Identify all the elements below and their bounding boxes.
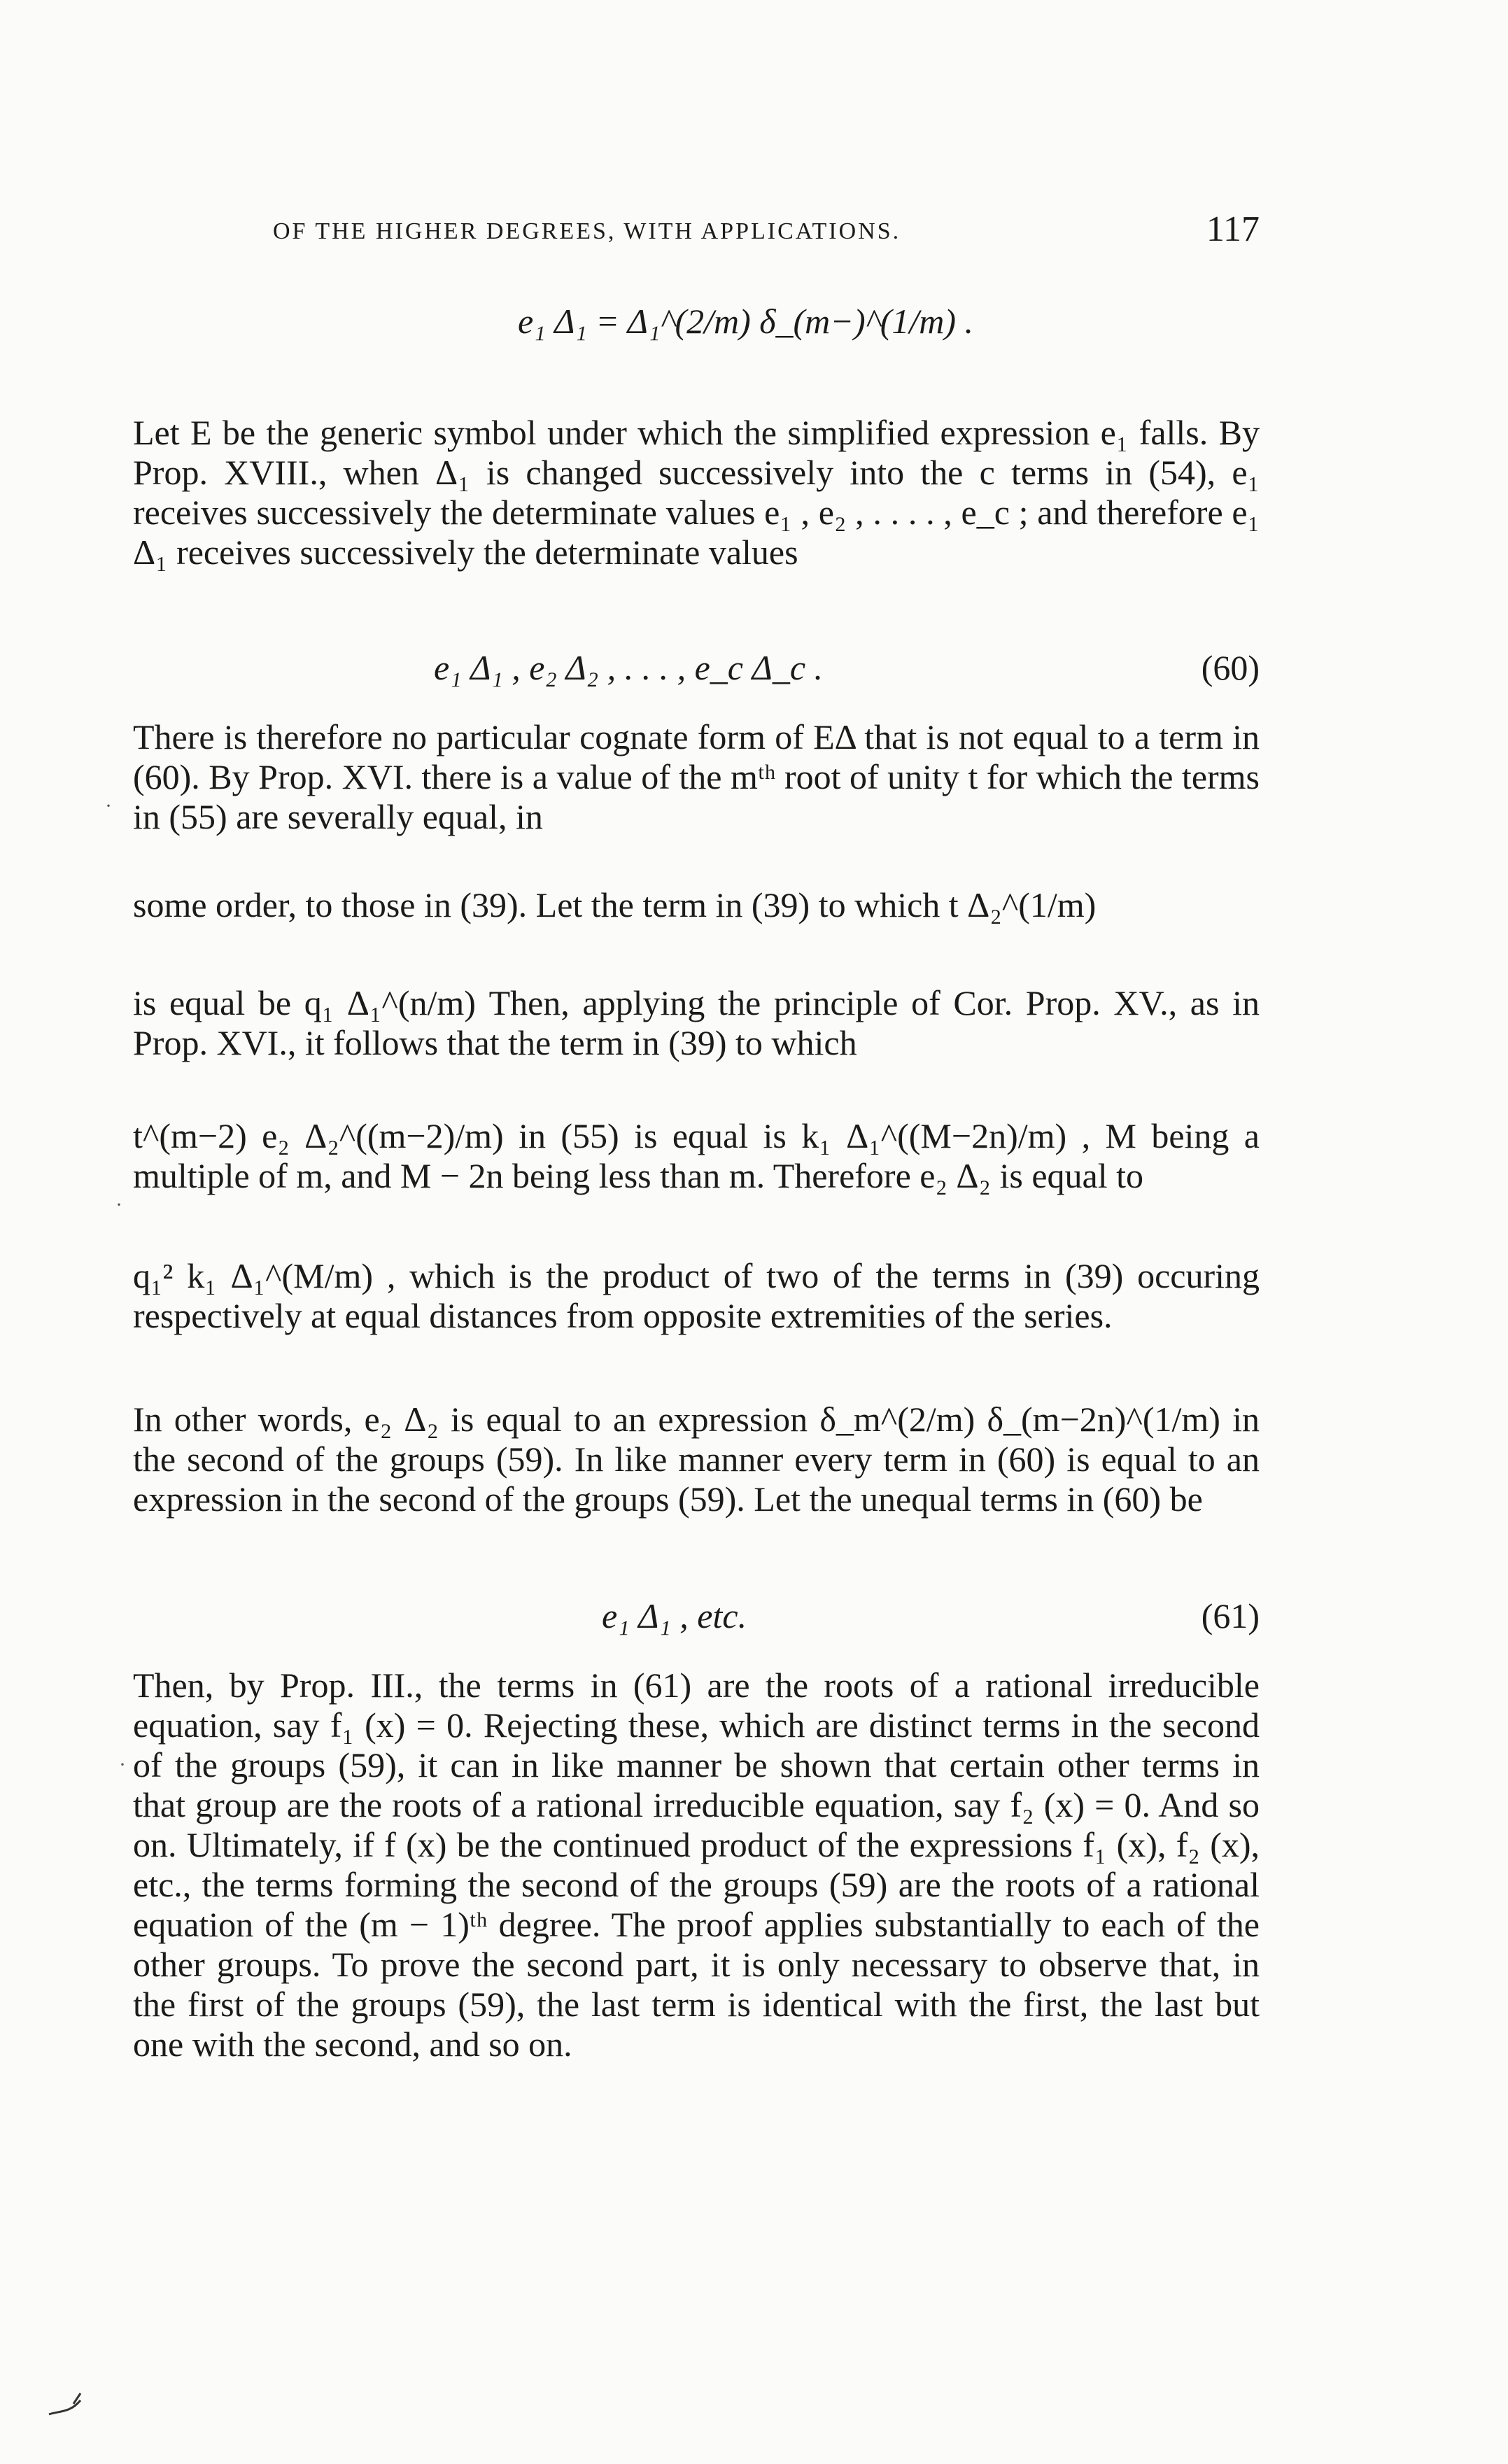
paragraph-2b: some order, to those in (39). Let the term in (39) to which t Δ₂^(1/m): [133, 885, 1097, 924]
equation-61: e₁ Δ₁ , etc.: [602, 1596, 747, 1635]
equation-1: e₁ Δ₁ = Δ₁^(2/m) δ_(m−)^(1/m) .: [518, 302, 974, 341]
paragraph-4: Then, by Prop. III., the terms in (61) are the roots of a rational irreducible equation, say f₁ (x) = 0. Rejecting these, which are distinct terms in the second of the groups (59), it can in like manner be shown that certain other terms in that group are the roots of a rational irreducible equation, say f₂ (x) = 0. And so on. Ultimately, if f (x) be the continued product of the expressions f₁ (x), f₂ (x), etc., the terms forming the second of the groups (59) are the roots of a rational equation of the (m − 1)ᵗʰ degree. The proof applies substantially to each of the other groups. To prove the second part, it is only necessary to observe that, in the first of the groups (59), the last term is identical with the first, the last but one with the second, and so on.: [133, 1666, 1260, 2064]
paragraph-2e: q₁² k₁ Δ₁^(M/m) , which is the product of two of the terms in (39) occuring respectively at equal distances from opposite extremities of the series.: [133, 1256, 1260, 1335]
paragraph-3: In other words, e₂ Δ₂ is equal to an expression δ_m^(2/m) δ_(m−2n)^(1/m) in the second of the groups (59). In like manner every term in (60) is equal to an expression in the second of the groups (59). Let the unequal terms in (60) be: [133, 1400, 1260, 1519]
paragraph-2c: is equal be q₁ Δ₁^(n/m) Then, applying the principle of Cor. Prop. XV., as in Prop. XVI., it follows that the term in (39) to which: [133, 983, 1260, 1062]
ink-scribble-mark: [42, 2379, 91, 2421]
paragraph-1: Let E be the generic symbol under which the simplified expression e₁ falls. By Prop. XVIII., when Δ₁ is changed successively into the c terms in (54), e₁ receives successively the determinate values e₁ , e₂ , . . . . , e_c ; and therefore e₁ Δ₁ receives successively the determinate values: [133, 413, 1260, 572]
page-header: [133, 209, 1260, 251]
margin-dot: ·: [115, 1193, 122, 1216]
running-head: OF THE HIGHER DEGREES, WITH APPLICATIONS.: [273, 218, 901, 244]
margin-dot: ·: [105, 794, 112, 817]
equation-number-61: (61): [1201, 1596, 1260, 1635]
equation-number-60: (60): [1201, 648, 1260, 687]
page-number: 117: [1206, 209, 1260, 249]
equation-60: e₁ Δ₁ , e₂ Δ₂ , . . . , e_c Δ_c .: [434, 648, 824, 687]
margin-dot: ·: [119, 1753, 126, 1776]
paragraph-2a: There is therefore no particular cognate form of EΔ that is not equal to a term in (60). By Prop. XVI. there is a value of the mᵗʰ root of unity t for which the terms in (55) are severally equal, in: [133, 717, 1260, 836]
paragraph-2d: t^(m−2) e₂ Δ₂^((m−2)/m) in (55) is equal is k₁ Δ₁^((M−2n)/m) , M being a multiple of m, and M − 2n being less than m. Therefore e₂ Δ₂ is equal to: [133, 1116, 1260, 1195]
